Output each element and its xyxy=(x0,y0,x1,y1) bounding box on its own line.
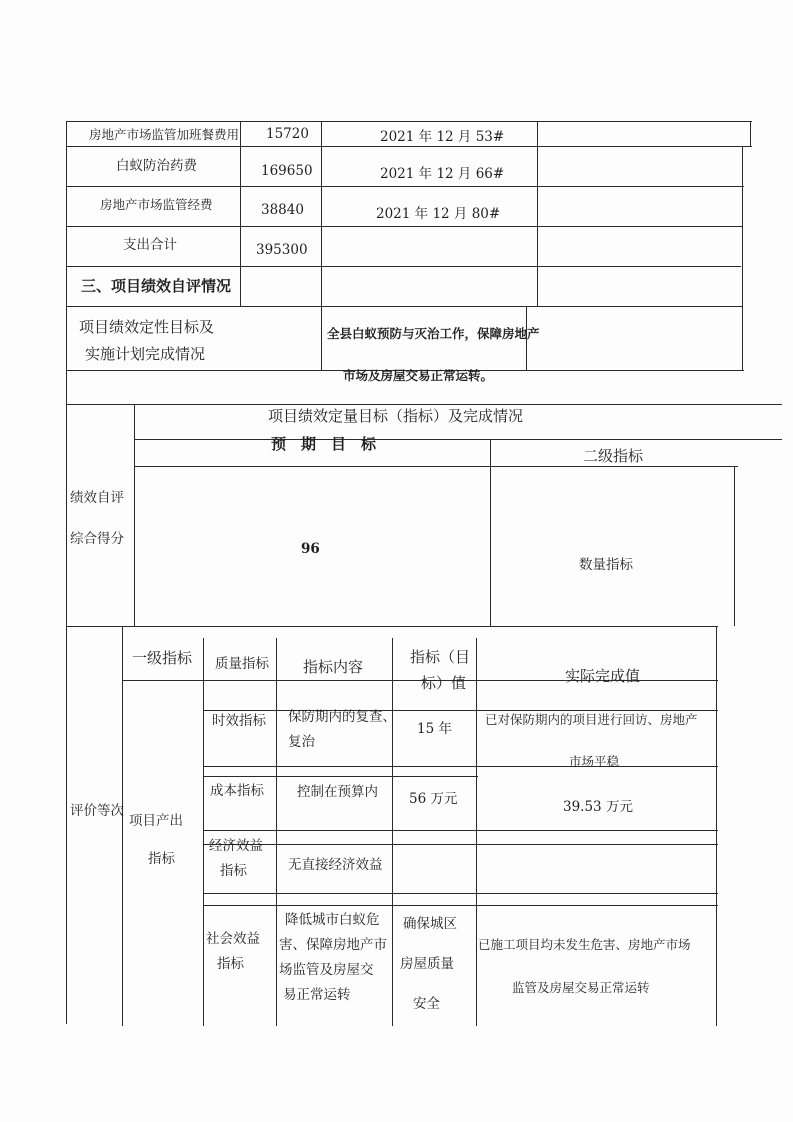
rule xyxy=(66,226,742,227)
rule xyxy=(716,626,717,1026)
row-indicator: 经济效益 xyxy=(209,838,263,854)
expense-amount: 169650 xyxy=(261,163,313,179)
section-heading: 三、项目绩效自评情况 xyxy=(81,277,232,295)
col-actual: 实际完成值 xyxy=(565,667,641,685)
row-actual: 市场平稳 xyxy=(569,754,620,769)
row-target: 确保城区 xyxy=(403,916,457,932)
expense-total-amount: 395300 xyxy=(256,242,308,258)
row-actual: 已对保防期内的项目进行回访、房地产 xyxy=(485,712,698,727)
qualitative-label: 实施计划完成情况 xyxy=(85,345,206,363)
output-label: 项目产出 xyxy=(129,813,183,829)
rule xyxy=(203,893,718,894)
row-indicator: 成本指标 xyxy=(210,783,264,799)
row-content: 无直接经济效益 xyxy=(288,857,383,873)
rule xyxy=(537,121,538,306)
rule xyxy=(203,776,478,777)
row-content: 降低城市白蚁危 xyxy=(285,912,380,928)
rule xyxy=(134,466,738,467)
expense-amount: 38840 xyxy=(261,202,304,218)
rule xyxy=(203,766,718,767)
col-content: 指标内容 xyxy=(303,658,364,676)
rule xyxy=(203,844,718,845)
expense-total-label: 支出合计 xyxy=(123,237,177,253)
rule xyxy=(66,404,67,1024)
row-indicator: 指标 xyxy=(220,863,247,879)
row-content: 易正常运转 xyxy=(283,987,351,1003)
expense-name: 白蚁防治药费 xyxy=(116,158,197,174)
row-target: 56 万元 xyxy=(409,791,458,807)
expense-name: 房地产市场监管加班餐费用 xyxy=(89,127,240,142)
rule xyxy=(203,638,204,1026)
row-indicator: 时效指标 xyxy=(212,713,266,729)
row-content: 保防期内的复查、 xyxy=(288,709,396,725)
rule xyxy=(66,306,742,307)
row-target: 安全 xyxy=(413,996,440,1012)
expense-name: 房地产市场监管经费 xyxy=(100,197,213,212)
qualitative-text: 市场及房屋交易正常运转。 xyxy=(343,368,494,383)
row-content: 害、保障房地产市 xyxy=(279,937,387,953)
rule xyxy=(750,121,751,146)
expense-voucher: 2021 年 12 月 53# xyxy=(380,129,505,145)
qualitative-label: 项目绩效定性目标及 xyxy=(79,318,215,336)
score-label: 绩效自评 xyxy=(70,490,124,506)
row-actual: 已施工项目均未发生危害、房地产市场 xyxy=(478,937,691,952)
col-level1: 一级指标 xyxy=(132,649,193,667)
eval-label: 评价等次 xyxy=(70,803,124,819)
rule xyxy=(66,121,67,406)
rule xyxy=(66,626,718,627)
rule xyxy=(476,638,477,1026)
row-target: 房屋质量 xyxy=(400,956,454,972)
row-indicator: 社会效益 xyxy=(206,931,260,947)
score-label: 综合得分 xyxy=(70,531,124,547)
rule xyxy=(203,905,718,906)
rule xyxy=(66,186,744,187)
rule xyxy=(203,830,718,831)
rule xyxy=(490,439,491,626)
rule xyxy=(122,626,123,1026)
row-actual: 监管及房屋交易正常运转 xyxy=(512,980,650,995)
rule xyxy=(392,638,393,1026)
row-content: 场监管及房屋交 xyxy=(279,962,374,978)
expense-voucher: 2021 年 12 月 80# xyxy=(376,206,501,222)
row-indicator: 指标 xyxy=(217,956,244,972)
row-target: 15 年 xyxy=(417,721,452,737)
quant-title: 项目绩效定量目标（指标）及完成情况 xyxy=(268,407,524,425)
expense-amount: 15720 xyxy=(266,126,309,142)
output-label: 指标 xyxy=(148,851,175,867)
rule xyxy=(321,121,322,370)
expense-voucher: 2021 年 12 月 66# xyxy=(380,166,505,182)
rule xyxy=(134,404,135,626)
row-actual: 39.53 万元 xyxy=(563,799,633,815)
rule xyxy=(134,439,782,440)
secondary-indicator-header: 二级指标 xyxy=(583,447,644,465)
col-target: 标）值 xyxy=(421,674,467,692)
rule xyxy=(66,266,741,267)
rule xyxy=(742,146,743,370)
rule xyxy=(734,466,735,626)
col-quality: 质量指标 xyxy=(215,656,269,672)
quantity-indicator: 数量指标 xyxy=(579,557,633,573)
qualitative-text: 全县白蚁预防与灭治工作，保障房地产 xyxy=(327,326,540,341)
row-content: 复治 xyxy=(288,734,315,750)
rule xyxy=(276,638,277,1026)
rule xyxy=(66,121,752,122)
expected-target-header: 预 期 目 标 xyxy=(271,435,377,453)
row-content: 控制在预算内 xyxy=(297,784,378,800)
rule xyxy=(240,121,241,306)
score-value: 96 xyxy=(301,541,320,557)
col-target: 指标（目 xyxy=(410,648,471,666)
